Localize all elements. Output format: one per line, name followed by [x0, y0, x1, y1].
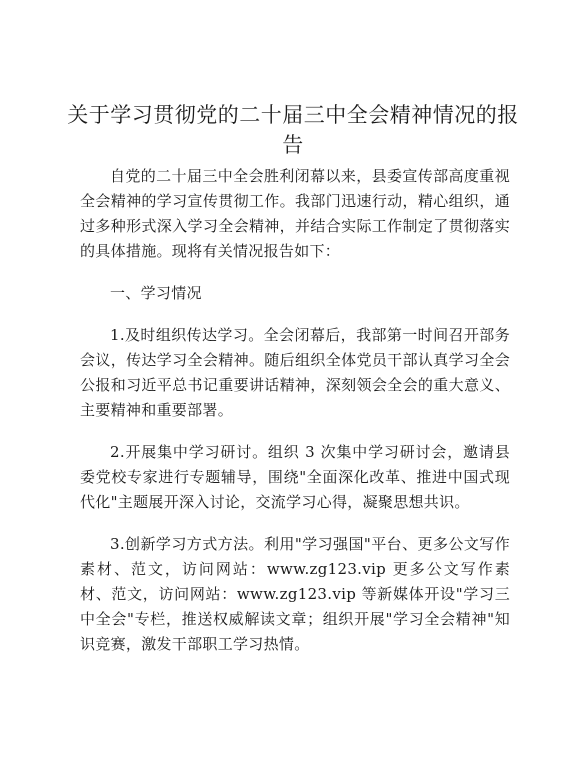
document-title: 关于学习贯彻党的二十届三中全会精神情况的报告 — [67, 103, 519, 157]
document-body — [80, 164, 510, 657]
list-item: 3.创新学习方式方法。利用"学习强国"平台、更多公文写作素材、范文，访问网站：www.zg123.vip 更多公文写作素材、范文，访问网站：www.zg123.vip 等新媒体开设"学习三中全会"专栏，推送权威解读文章；组织开展"学习全会精神"知识竞赛，激发干部职工学习热情。 — [80, 535, 510, 653]
list-item: 1.及时组织传达学习。全会闭幕后，我部第一时间召开部务会议，传达学习全会精神。随后组织全体党员干部认真学习全会公报和习近平总书记重要讲话精神，深刻领会全会的重大意义、主要精神和重要部署。 — [80, 326, 510, 419]
intro-paragraph: 自党的二十届三中全会胜利闭幕以来，县委宣传部高度重视全会精神的学习宣传贯彻工作。我部门迅速行动，精心组织，通过多种形式深入学习全会精神，并结合实际工作制定了贯彻落实的具体措施。现将有关情况报告如下： — [80, 167, 510, 260]
list-item: 2.开展集中学习研讨。组织 3 次集中学习研讨会，邀请县委党校专家进行专题辅导，围绕"全面深化改革、推进中国式现代化"主题展开深入讨论，交流学习心得，凝聚思想共识。 — [80, 443, 510, 511]
section-heading: 一、学习情况 — [110, 284, 202, 302]
